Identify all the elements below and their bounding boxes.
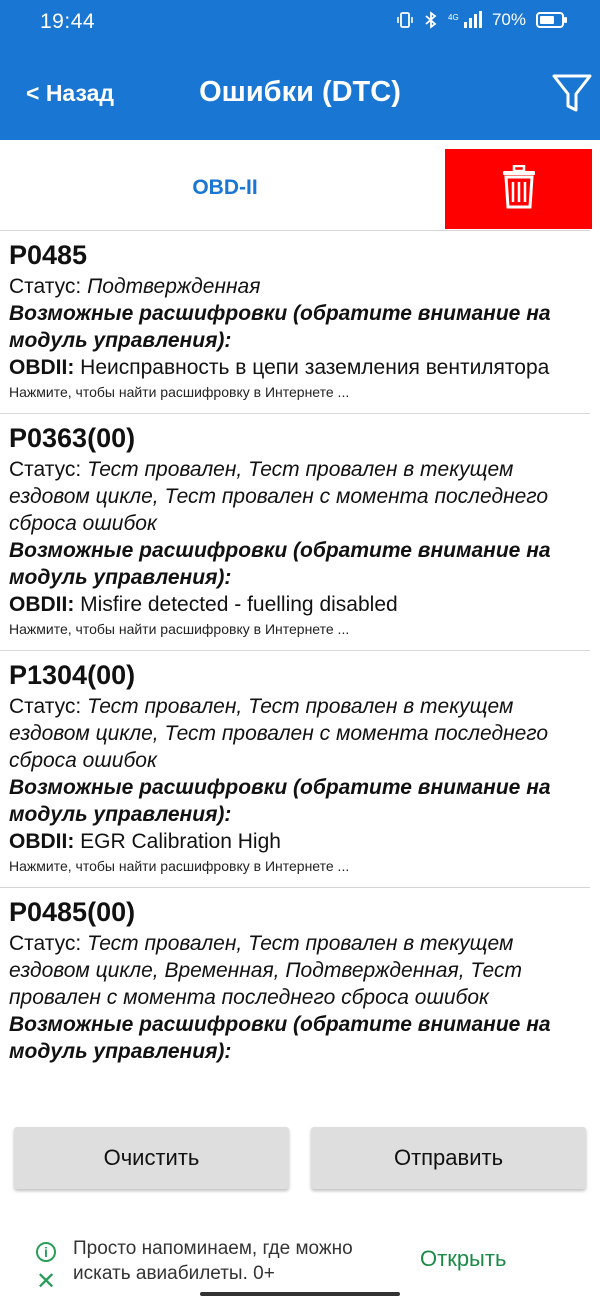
dtc-code: P0485(00) — [9, 897, 136, 927]
decode-heading: Возможные расшифровки (обратите внимание на модуль управления): — [9, 539, 551, 589]
gesture-handle — [200, 1292, 400, 1296]
status-icons — [396, 10, 564, 30]
search-hint-link[interactable]: Нажмите, чтобы найти расшифровку в Интернете ... — [9, 621, 350, 637]
dtc-status — [9, 693, 590, 774]
dtc-decoding — [9, 828, 590, 855]
decode-heading: Возможные расшифровки (обратите внимание на модуль управления): — [9, 1013, 551, 1063]
send-button[interactable]: Отправить — [311, 1127, 586, 1189]
close-icon[interactable]: ✕ — [36, 1268, 57, 1295]
status-value: Тест провален, Тест провален в текущем ездовом цикле, Тест провален с момента последнего сброса ошибок — [9, 695, 549, 772]
dtc-item[interactable] — [0, 887, 590, 1075]
status-label: Статус: — [9, 695, 82, 718]
dtc-code: P0485 — [9, 240, 88, 270]
tab-row — [0, 140, 600, 232]
app-bar — [0, 52, 600, 140]
battery-fill — [540, 16, 554, 24]
dtc-item[interactable] — [0, 230, 590, 413]
dtc-item[interactable] — [0, 413, 590, 650]
tab-obd-ii[interactable]: OBD-II — [192, 176, 258, 199]
obd-prefix: OBDII: — [9, 830, 75, 853]
battery-icon — [536, 12, 564, 28]
dtc-status — [9, 273, 590, 300]
obd-prefix: OBDII: — [9, 356, 75, 379]
trash-icon — [501, 165, 537, 214]
info-icon[interactable]: i — [36, 1242, 56, 1262]
decoding-value: Неисправность в цепи заземления вентилятора — [80, 356, 550, 379]
status-value: Тест провален, Тест провален в текущем ездовом цикле, Временная, Подтвержденная, Тест провален с момента последнего сброса ошибок — [9, 932, 522, 1009]
decoding-value: Misfire detected - fuelling disabled — [80, 593, 398, 616]
status-value: Подтвержденная — [87, 275, 261, 298]
ad-banner[interactable] — [0, 1218, 600, 1300]
decoding-value: EGR Calibration High — [80, 830, 281, 853]
obd-prefix: OBDII: — [9, 593, 75, 616]
signal-icon — [448, 11, 482, 29]
page-title: Ошибки (DTC) — [199, 76, 401, 108]
status-bar — [0, 0, 600, 46]
delete-button[interactable] — [445, 149, 592, 229]
dtc-decoding — [9, 354, 590, 381]
back-button[interactable]: < Назад — [26, 80, 115, 106]
dtc-status — [9, 456, 590, 537]
network-label: 4G — [447, 13, 459, 22]
status-label: Статус: — [9, 275, 82, 298]
vibrate-icon — [396, 11, 414, 29]
filter-icon[interactable] — [550, 72, 594, 116]
decode-heading: Возможные расшифровки (обратите внимание на модуль управления): — [9, 776, 551, 826]
battery-percent: 70% — [491, 10, 526, 29]
bluetooth-icon — [424, 11, 438, 29]
status-time: 19:44 — [40, 10, 96, 33]
ad-open-button[interactable]: Открыть — [420, 1246, 507, 1271]
status-label: Статус: — [9, 458, 82, 481]
status-label: Статус: — [9, 932, 82, 955]
dtc-status — [9, 930, 590, 1011]
clear-button[interactable]: Очистить — [14, 1127, 289, 1189]
dtc-list[interactable] — [0, 230, 590, 1096]
decode-heading: Возможные расшифровки (обратите внимание на модуль управления): — [9, 302, 551, 352]
search-hint-link[interactable]: Нажмите, чтобы найти расшифровку в Интернете ... — [9, 384, 350, 400]
search-hint-link[interactable]: Нажмите, чтобы найти расшифровку в Интернете ... — [9, 858, 350, 874]
ad-text: Просто напоминаем, где можно искать авиабилеты. 0+ — [73, 1238, 353, 1284]
dtc-code: P0363(00) — [9, 423, 136, 453]
dtc-code: P1304(00) — [9, 660, 136, 690]
status-value: Тест провален, Тест провален в текущем ездовом цикле, Тест провален с момента последнего сброса ошибок — [9, 458, 549, 535]
top-bar — [0, 0, 600, 140]
dtc-decoding — [9, 591, 590, 618]
dtc-item[interactable] — [0, 650, 590, 887]
